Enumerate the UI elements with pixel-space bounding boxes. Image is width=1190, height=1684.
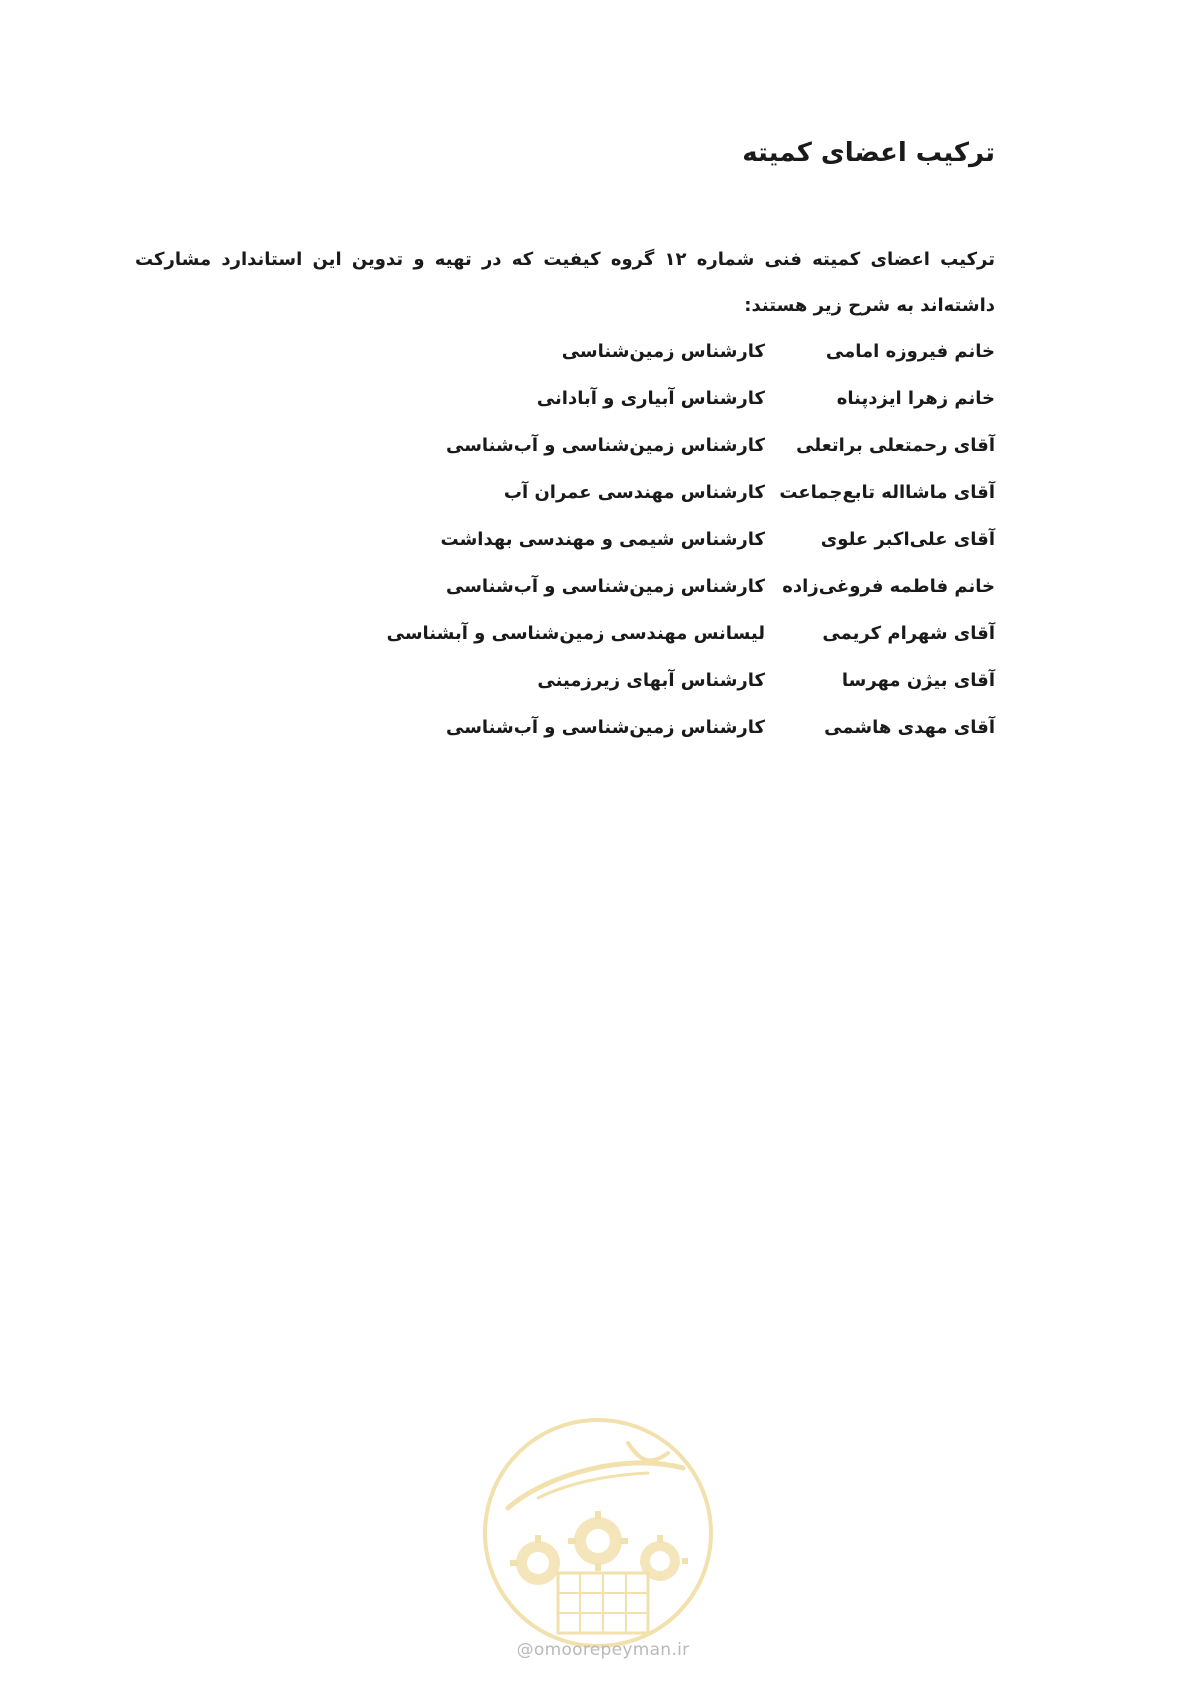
member-row (135, 422, 995, 469)
watermark-url: @omoorepeyman.ir (516, 1640, 690, 1660)
member-name: خانم فیروزه امامی (825, 341, 995, 362)
member-row (135, 610, 995, 657)
member-role: کارشناس شیمی و مهندسی بهداشت (440, 529, 765, 550)
member-name: آقای شهرام کریمی (822, 623, 995, 644)
member-role: کارشناس زمین‌شناسی و آب‌شناسی (446, 576, 765, 597)
member-row (135, 657, 995, 704)
member-name: خانم فاطمه فروغی‌زاده (782, 576, 995, 597)
member-row (135, 375, 995, 422)
member-role: لیسانس مهندسی زمین‌شناسی و آبشناسی (386, 623, 765, 644)
member-name: آقای بیژن مهرسا (841, 670, 995, 691)
member-name: آقای ماشااله تابع‌جماعت (779, 482, 995, 503)
member-row (135, 516, 995, 563)
member-row (135, 704, 995, 751)
member-role: کارشناس زمین‌شناسی و آب‌شناسی (446, 717, 765, 738)
intro-paragraph: ترکیب اعضای کمیته فنی شماره ۱۲ گروه کیفیت که در تهیه و تدوین این استاندارد مشارکت داشته‌اند به شرح زیر هستند: (135, 249, 995, 316)
member-name: آقای رحمتعلی براتعلی (796, 435, 995, 456)
member-row (135, 563, 995, 610)
watermark-logo (478, 1413, 718, 1653)
page-title: ترکیب اعضای کمیته (742, 138, 995, 168)
member-row (135, 469, 995, 516)
member-role: کارشناس آبهای زیرزمینی (537, 670, 765, 691)
member-role: کارشناس آبیاری و آبادانی (536, 388, 765, 409)
member-name: خانم زهرا ایزدپناه (836, 388, 995, 409)
member-role: کارشناس زمین‌شناسی (561, 341, 765, 362)
member-name: آقای مهدی هاشمی (824, 717, 995, 738)
member-name: آقای علی‌اکبر علوی (820, 529, 995, 550)
member-role: کارشناس زمین‌شناسی و آب‌شناسی (446, 435, 765, 456)
member-row (135, 328, 995, 375)
member-role: کارشناس مهندسی عمران آب (503, 482, 765, 503)
committee-member-list (135, 328, 995, 751)
